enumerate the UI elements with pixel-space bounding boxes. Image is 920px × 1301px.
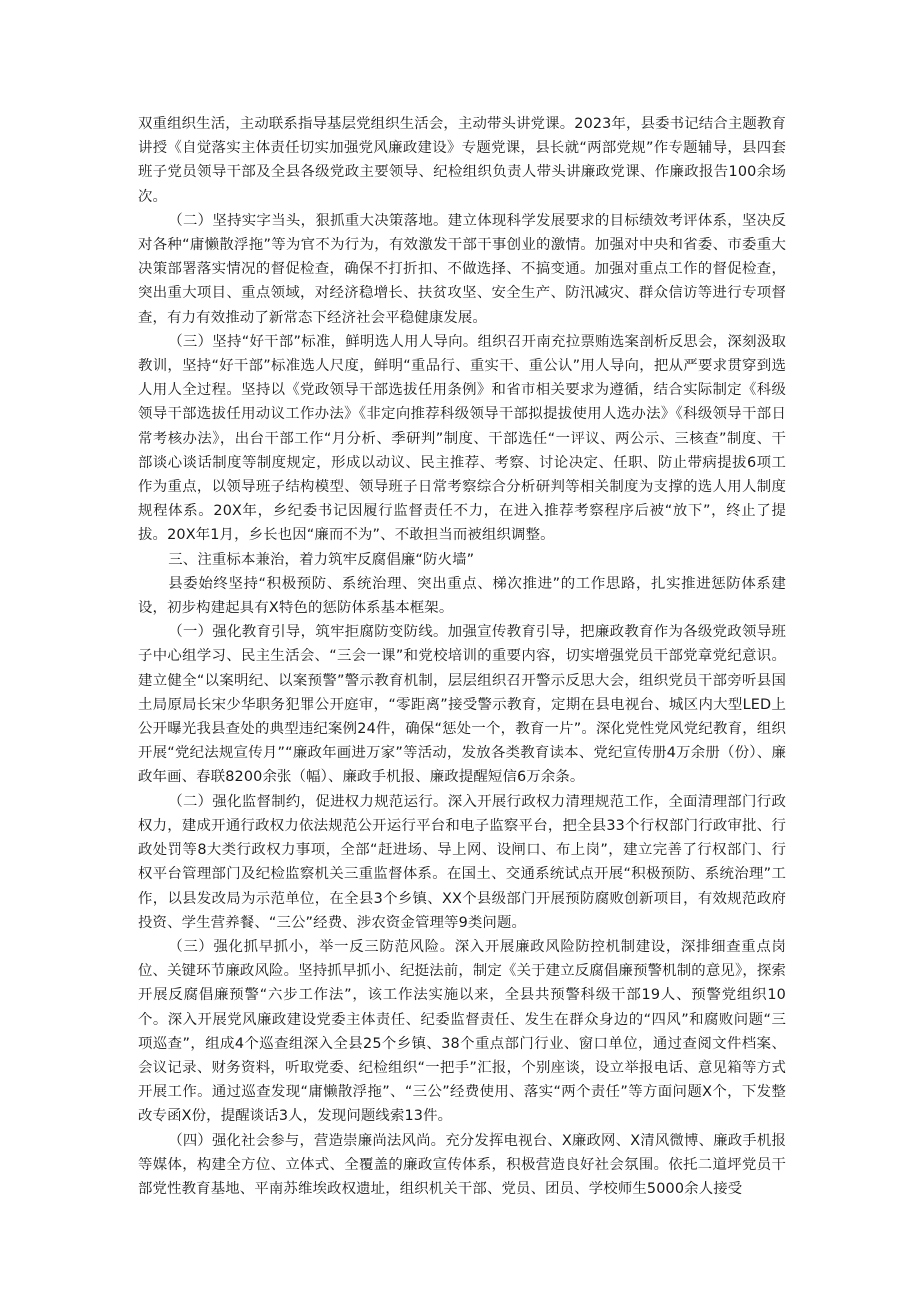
paragraph-section-2-2: （二）坚持实字当头，狠抓重大决策落地。建立体现科学发展要求的目标绩效考评体系，坚决反对各种“庸懒散浮拖”等为官不为行为，有效激发干部干事创业的激情。加强对中央和省委、市委重大决策部署落实情况的督促检查，确保不打折扣、不做选择、不搞变通。加强对重点工作的督促检查，突出重大项目、重点领域，对经济稳增长、扶贫攻坚、安全生产、防汛减灾、群众信访等进行专项督查，有力有效推动了新常态下经济社会平稳健康发展。 <box>138 212 786 326</box>
paragraph-section-3-2: （二）强化监督制约，促进权力规范运行。深入开展行政权力清理规范工作，全面清理部门行政权力，建成开通行政权力依法规范公开运行平台和电子监察平台，把全县33个行权部门行政审批、行政处罚等8大类行政权力事项，全部“赶进场、导上网、设闸口、布上岗”，建立完善了行权部门、行权平台管理部门及纪检监察机关三重监督体系。在国土、交通系统试点开展“积极预防、系统治理”工作，以县发改局为示范单位，在全县3个乡镇、XX个县级部门开展预防腐败创新项目，有效规范政府投资、学生营养餐、“三公”经费、涉农资金管理等9类问题。 <box>138 793 786 931</box>
paragraph-section-2-3: （三）坚持“好干部”标准，鲜明选人用人导向。组织召开南充拉票贿选案剖析反思会，深刻汲取教训，坚持“好干部”标准选人尺度，鲜明“重品行、重实干、重公认”用人导向，把从严要求贯穿到选人用人全过程。坚持以《党政领导干部选拔任用条例》和省市相关要求为遵循，结合实际制定《科级领导干部选拔任用动议工作办法》《非定向推荐科级领导干部拟提拔使用人选办法》《科级领导干部日常考核办法》，出台干部工作“月分析、季研判”制度、干部选任“一评议、两公示、三核查”制度、干部谈心谈话制度等制度规定，形成以动议、民主推荐、考察、讨论决定、任职、防止带病提拔6项工作为重点，以领导班子结构模型、领导班子日常考察综合分析研判等相关制度为支撑的选人用人制度规程体系。20X年，乡纪委书记因履行监督责任不力，在进入推荐考察程序后被“放下”，终止了提拔。20X年1月，乡长也因“廉而不为”、不敢担当而被组织调整。 <box>138 333 786 544</box>
document-body <box>138 112 786 1201</box>
paragraph-section-3-4: （四）强化社会参与，营造崇廉尚法风尚。充分发挥电视台、X廉政网、X清风微博、廉政手机报等媒体，构建全方位、立体式、全覆盖的廉政宣传体系，积极营造良好社会氛围。依托二道坪党员干部党性教育基地、平南苏维埃政权遗址，组织机关干部、党员、团员、学校师生5000余人接受 <box>138 1132 786 1197</box>
heading-section-3: 三、注重标本兼治，着力筑牢反腐倡廉“防火墙” <box>168 551 475 568</box>
paragraph-continuation: 双重组织生活，主动联系指导基层党组织生活会，主动带头讲党课。2023年，县委书记结合主题教育讲授《自觉落实主体责任切实加强党风廉政建设》专题党课，县长就“两部党规”作专题辅导，县四套班子党员领导干部及全县各级党政主要领导、纪检组织负责人带头讲廉政党课、作廉政报告100余场次。 <box>138 116 786 205</box>
paragraph-section-3-1: （一）强化教育引导，筑牢拒腐防变防线。加强宣传教育引导，把廉政教育作为各级党政领导班子中心组学习、民主生活会、“三会一课”和党校培训的重要内容，切实增强党员干部党章党纪意识。建立健全“以案明纪、以案预警”警示教育机制，层层组织召开警示反思大会，组织党员干部旁听县国土局原局长宋少华职务犯罪公开庭审，“零距离”接受警示教育，定期在县电视台、城区内大型LED上公开曝光我县查处的典型违纪案例24件，确保“惩处一个，教育一片”。深化党性党风党纪教育，组织开展“党纪法规宣传月”“廉政年画进万家”等活动，发放各类教育读本、党纪宣传册4万余册（份）、廉政年画、春联8200余张（幅）、廉政手机报、廉政提醒短信6万余条。 <box>138 624 786 786</box>
paragraph-section-3-3: （三）强化抓早抓小，举一反三防范风险。深入开展廉政风险防控机制建设，深排细查重点岗位、关键环节廉政风险。坚持抓早抓小、纪挺法前，制定《关于建立反腐倡廉预警机制的意见》，探索开展反腐倡廉预警“六步工作法”，该工作法实施以来，全县共预警科级干部19人、预警党组织10个。深入开展党风廉政建设党委主体责任、纪委监督责任、发生在群众身边的“四风”和腐败问题“三项巡查”，组成4个巡查组深入全县25个乡镇、38个重点部门行业、窗口单位，通过查阅文件档案、会议记录、财务资料，听取党委、纪检组织“一把手”汇报，个别座谈，设立举报电话、意见箱等方式开展工作。通过巡查发现“庸懒散浮拖”、“三公”经费使用、落实“两个责任”等方面问题X个，下发整改专函X份，提醒谈话3人，发现问题线索13件。 <box>138 938 786 1125</box>
paragraph-section-3-intro: 县委始终坚持“积极预防、系统治理、突出重点、梯次推进”的工作思路，扎实推进惩防体系建设，初步构建起具有X特色的惩防体系基本框架。 <box>138 575 786 617</box>
